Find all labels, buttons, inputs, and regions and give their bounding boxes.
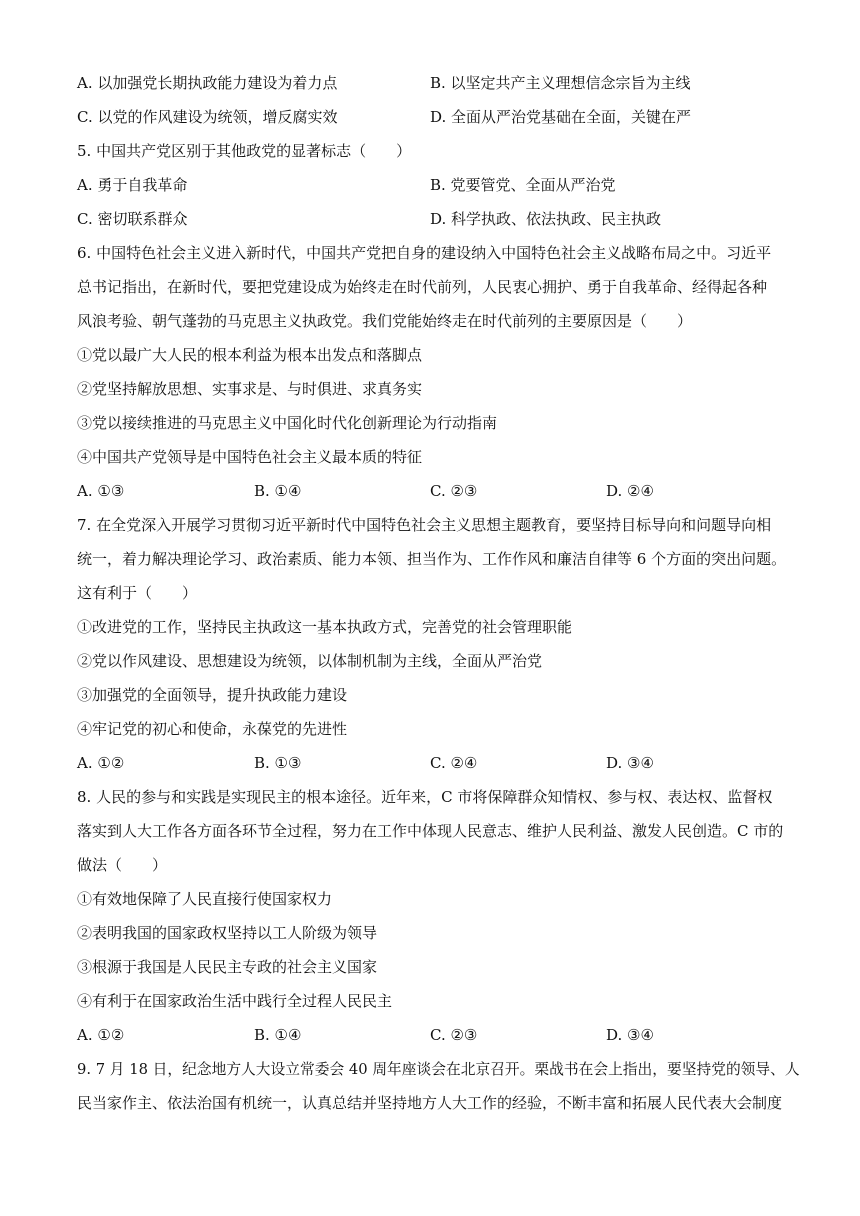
q7-item-3: ③加强党的全面领导，提升执政能力建设	[77, 686, 348, 704]
q6-item-3: ③党以接续推进的马克思主义中国化时代化创新理论为行动指南	[77, 414, 498, 432]
q5-option-d: D. 科学执政、依法执政、民主执政	[430, 210, 662, 228]
q5-option-c: C. 密切联系群众	[77, 210, 188, 228]
q8-stem-line-2: 落实到人大工作各方面各环节全过程，努力在工作中体现人民意志、维护人民利益、激发人民创造。C 市的	[77, 822, 784, 840]
q6-choice-a: A. ①③	[77, 482, 125, 500]
q4-option-b: B. 以坚定共产主义理想信念宗旨为主线	[430, 74, 691, 92]
q7-choice-d: D. ③④	[606, 754, 654, 772]
q9-stem-line-2: 民当家作主、依法治国有机统一，认真总结并坚持地方人大工作的经验，不断丰富和拓展人民代表大会制度	[77, 1094, 783, 1112]
q8-stem-line-1: 8. 人民的参与和实践是实现民主的根本途径。近年来，C 市将保障群众知情权、参与权、表达权、监督权	[77, 788, 773, 806]
q4-option-a: A. 以加强党长期执政能力建设为着力点	[77, 74, 338, 92]
q7-choice-c: C. ②④	[430, 754, 478, 772]
q6-choice-b: B. ①④	[254, 482, 302, 500]
q8-item-3: ③根源于我国是人民民主专政的社会主义国家	[77, 958, 378, 976]
q5-option-b: B. 党要管党、全面从严治党	[430, 176, 616, 194]
q4-option-c: C. 以党的作风建设为统领，增反腐实效	[77, 108, 338, 126]
q6-choice-c: C. ②③	[430, 482, 478, 500]
q7-choice-a: A. ①②	[77, 754, 125, 772]
q7-stem-line-1: 7. 在全党深入开展学习贯彻习近平新时代中国特色社会主义思想主题教育，要坚持目标导向和问题导向相	[77, 516, 772, 534]
q8-item-2: ②表明我国的国家政权坚持以工人阶级为领导	[77, 924, 378, 942]
q6-item-1: ①党以最广大人民的根本利益为根本出发点和落脚点	[77, 346, 423, 364]
q8-choice-b: B. ①④	[254, 1026, 302, 1044]
q6-stem-line-2: 总书记指出，在新时代，要把党建设成为始终走在时代前列，人民衷心拥护、勇于自我革命、经得起各种	[77, 278, 768, 296]
q8-choice-d: D. ③④	[606, 1026, 654, 1044]
q7-stem-line-2: 统一，着力解决理论学习、政治素质、能力本领、担当作为、工作作风和廉洁自律等 6 个方面的突出问题。	[77, 550, 787, 568]
q8-item-1: ①有效地保障了人民直接行使国家权力	[77, 890, 333, 908]
q6-stem-line-3: 风浪考验、朝气蓬勃的马克思主义执政党。我们党能始终走在时代前列的主要原因是（ ）	[77, 312, 693, 330]
q9-stem-line-1: 9. 7 月 18 日，纪念地方人大设立常委会 40 周年座谈会在北京召开。栗战书在会上指出，要坚持党的领导、人	[77, 1060, 800, 1078]
q8-choice-a: A. ①②	[77, 1026, 125, 1044]
q7-stem-line-3: 这有利于（ ）	[77, 584, 198, 602]
q5-stem: 5. 中国共产党区别于其他政党的显著标志（ ）	[77, 142, 412, 160]
q6-choice-d: D. ②④	[606, 482, 654, 500]
q7-item-2: ②党以作风建设、思想建设为统领，以体制机制为主线，全面从严治党	[77, 652, 543, 670]
q6-stem-line-1: 6. 中国特色社会主义进入新时代，中国共产党把自身的建设纳入中国特色社会主义战略布局之中。习近平	[77, 244, 772, 262]
q5-option-a: A. 勇于自我革命	[77, 176, 188, 194]
q7-item-1: ①改进党的工作，坚持民主执政这一基本执政方式，完善党的社会管理职能	[77, 618, 573, 636]
q4-option-d: D. 全面从严治党基础在全面，关键在严	[430, 108, 692, 126]
q8-stem-line-3: 做法（ ）	[77, 856, 168, 874]
q8-item-4: ④有利于在国家政治生活中践行全过程人民民主	[77, 992, 393, 1010]
q6-item-4: ④中国共产党领导是中国特色社会主义最本质的特征	[77, 448, 423, 466]
q8-choice-c: C. ②③	[430, 1026, 478, 1044]
q6-item-2: ②党坚持解放思想、实事求是、与时俱进、求真务实	[77, 380, 423, 398]
q7-item-4: ④牢记党的初心和使命，永葆党的先进性	[77, 720, 348, 738]
q7-choice-b: B. ①③	[254, 754, 302, 772]
